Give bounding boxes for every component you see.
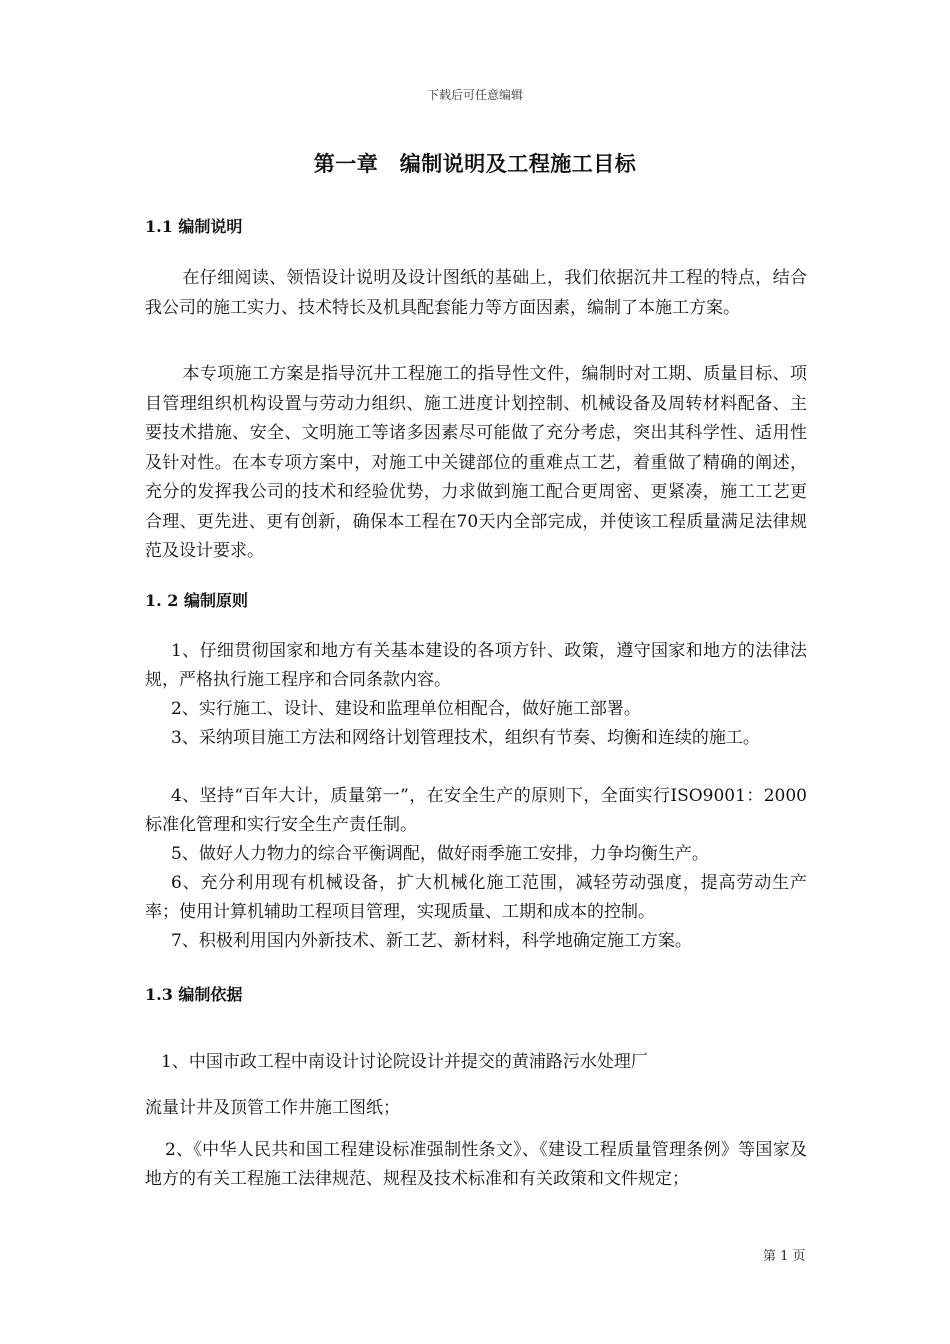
list-item: 4、坚持“百年大计，质量第一”，在安全生产的原则下，全面实行ISO9001：2000标准化管理和实行安全生产责任制。	[145, 786, 807, 835]
section-heading-1-2: 1. 2 编制原则	[145, 591, 248, 610]
list-item: 2、《中华人民共和国工程建设标准强制性条文》、《建设工程质量管理条例》等国家及地方的有关工程施工法律规范、规程及技术标准和有关政策和文件规定；	[145, 1140, 807, 1189]
list-item: 1、中国市政工程中南设计讨论院设计并提交的黄浦路污水处理厂	[161, 1052, 648, 1072]
list-item: 流量计井及顶管工作井施工图纸；	[145, 1098, 400, 1118]
chapter-title: 第一章 编制说明及工程施工目标	[313, 151, 637, 176]
paragraph: 在仔细阅读、领悟设计说明及设计图纸的基础上，我们依据沉井工程的特点，结合我公司的施工实力、技术特长及机具配套能力等方面因素，编制了本施工方案。	[145, 268, 807, 318]
list-item: 2、实行施工、设计、建设和监理单位相配合，做好施工部署。	[171, 699, 641, 719]
list-item: 5、做好人力物力的综合平衡调配，做好雨季施工安排，力争均衡生产。	[171, 844, 709, 864]
paragraph: 本专项施工方案是指导沉井工程施工的指导性文件，编制时对工期、质量目标、项目管理组织机构设置与劳动力组织、施工进度计划控制、机械设备及周转材料配备、主要技术措施、安全、文明施工等诸多因素尽可能做了充分考虑，突出其科学性、适用性及针对性。在本专项方案中，对施工中关键部位的重难点工艺，着重做了精确的阐述，充分的发挥我公司的技术和经验优势，力求做到施工配合更周密、更紧凑，施工工艺更合理、更先进、更有创新，确保本工程在70天内全部完成，并使该工程质量满足法律规范及设计要求。	[145, 364, 807, 561]
header-note: 下载后可任意编辑	[426, 88, 523, 102]
list-item: 7、积极利用国内外新技术、新工艺、新材料，科学地确定施工方案。	[171, 931, 692, 951]
list-item: 6、充分利用现有机械设备，扩大机械化施工范围，减轻劳动强度，提高劳动生产率；使用计算机辅助工程项目管理，实现质量、工期和成本的控制。	[145, 873, 807, 922]
section-heading-1-1: 1.1 编制说明	[145, 217, 243, 236]
page-number: 第 1 页	[763, 1249, 806, 1264]
list-item: 3、采纳项目施工方法和网络计划管理技术，组织有节奏、均衡和连续的施工。	[171, 728, 760, 748]
list-item: 1、仔细贯彻国家和地方有关基本建设的各项方针、政策，遵守国家和地方的法律法规，严格执行施工程序和合同条款内容。	[145, 641, 807, 690]
section-heading-1-3: 1.3 编制依据	[145, 985, 243, 1004]
